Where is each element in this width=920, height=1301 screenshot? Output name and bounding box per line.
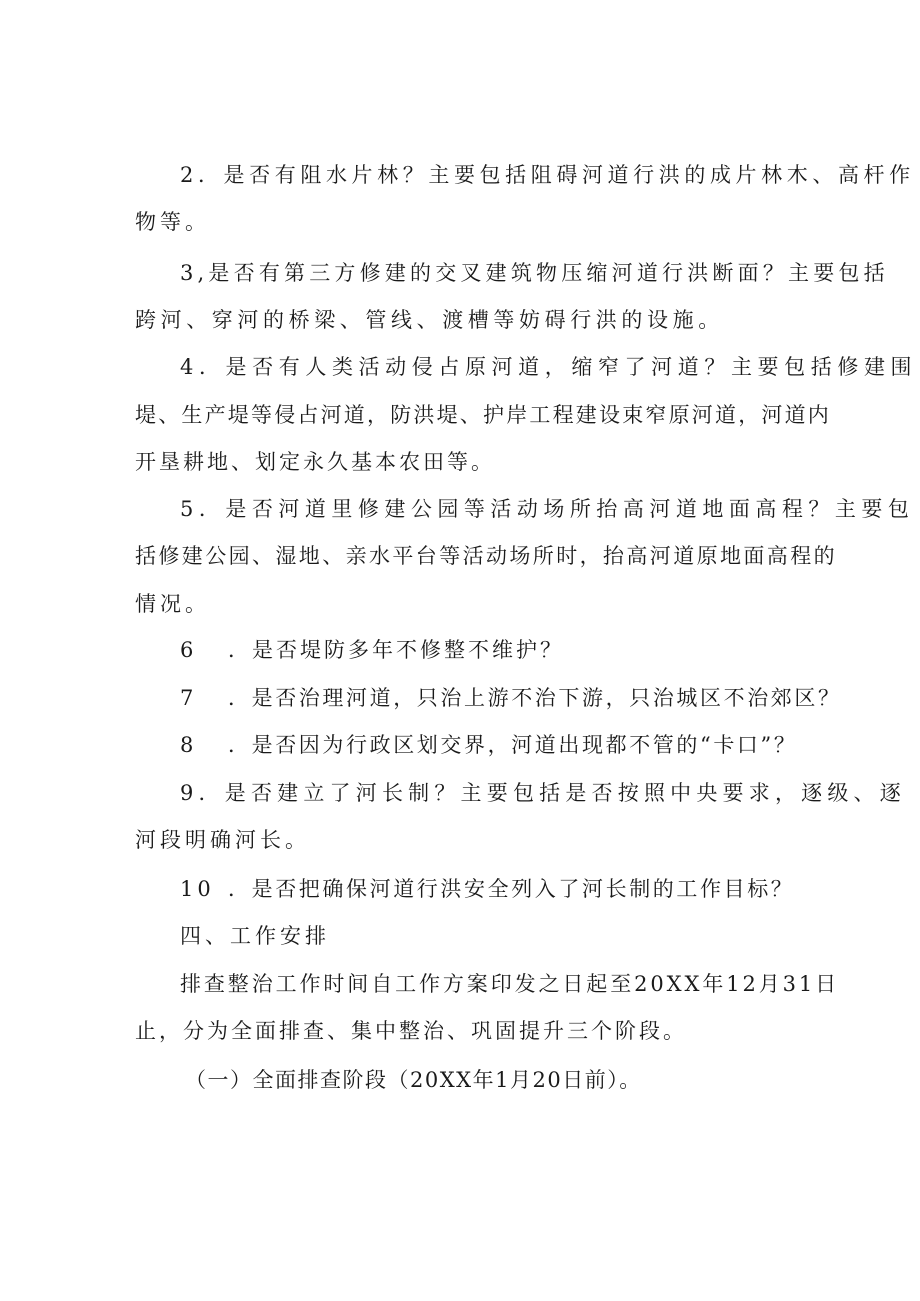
subsection-heading: （一）全面排查阶段（20XX年1月20日前）。 [185, 1068, 642, 1092]
paragraph-line: 3,是否有第三方修建的交叉建筑物压缩河道行洪断面？主要包括 [180, 261, 889, 285]
paragraph-line: 堤、生产堤等侵占河道，防洪堤、护岸工程建设束窄原河道，河道内 [135, 403, 831, 427]
paragraph-line: 开垦耕地、划定永久基本农田等。 [135, 450, 495, 474]
paragraph-line: ．是否因为行政区划交界，河道出现都不管的“卡口”？ [228, 733, 798, 757]
paragraph-line: 情况。 [135, 592, 210, 616]
paragraph-line: ．是否堤防多年不修整不维护？ [228, 638, 564, 662]
paragraph-line: 河段明确河长。 [135, 828, 310, 852]
paragraph-line: 2．是否有阻水片林？主要包括阻碍河道行洪的成片林木、高杆作 [180, 163, 915, 187]
paragraph-line: 物等。 [135, 210, 210, 234]
list-item-number: 6 [180, 638, 198, 662]
paragraph-line: 5．是否河道里修建公园等活动场所抬高河道地面高程？主要包 [180, 497, 915, 521]
paragraph-line: 9．是否建立了河长制？主要包括是否按照中央要求，逐级、逐 [180, 781, 906, 805]
paragraph-line: 排查整治工作时间自工作方案印发之日起至20XX年12月31日 [180, 972, 840, 996]
paragraph-line: 止，分为全面排查、集中整治、巩固提升三个阶段。 [135, 1019, 687, 1043]
list-item-number: 10 [180, 877, 215, 901]
list-item-number: 7 [180, 686, 198, 710]
paragraph-line: ．是否把确保河道行洪安全列入了河长制的工作目标？ [228, 877, 795, 901]
section-heading: 四、工作安排 [180, 924, 330, 948]
paragraph-line: ．是否治理河道，只治上游不治下游，只治城区不治郊区？ [228, 686, 842, 710]
list-item-number: 8 [180, 733, 198, 757]
paragraph-line: 4．是否有人类活动侵占原河道，缩窄了河道？主要包括修建围 [180, 355, 918, 379]
paragraph-line: 括修建公园、湿地、亲水平台等活动场所时，抬高河道原地面高程的 [135, 544, 837, 568]
paragraph-line: 跨河、穿河的桥梁、管线、渡槽等妨碍行洪的设施。 [135, 308, 724, 332]
